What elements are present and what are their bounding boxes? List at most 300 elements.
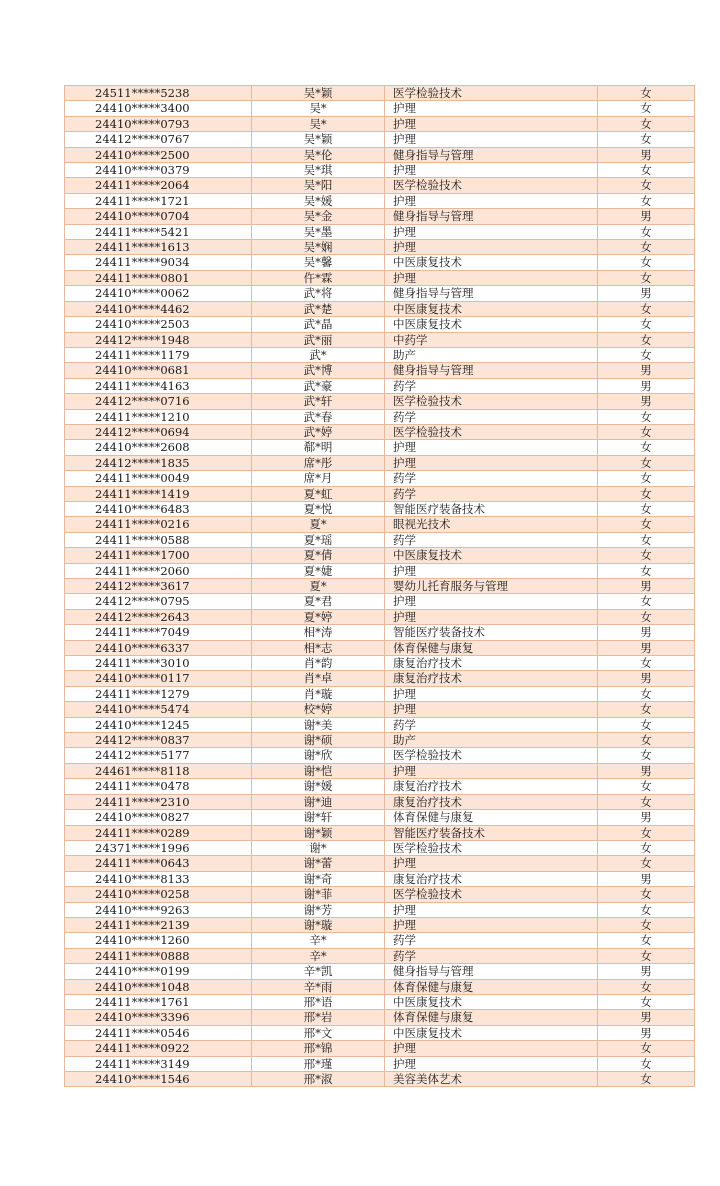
table-row	[65, 1072, 695, 1087]
table-row	[65, 871, 695, 886]
major-cell: 护理	[385, 763, 598, 778]
student-id-cell: 24410*****3396	[65, 1010, 252, 1025]
major-cell: 健身指导与管理	[385, 147, 598, 162]
student-id-cell: 24410*****3400	[65, 101, 252, 116]
student-id-cell: 24410*****0199	[65, 964, 252, 979]
major-cell: 中医康复技术	[385, 301, 598, 316]
table-row	[65, 209, 695, 224]
table-row	[65, 501, 695, 516]
name-cell: 吴*金	[252, 209, 385, 224]
gender-cell: 女	[598, 917, 695, 932]
student-id-cell: 24411*****1721	[65, 193, 252, 208]
student-id-cell: 24410*****6337	[65, 640, 252, 655]
gender-cell: 男	[598, 671, 695, 686]
major-cell: 康复治疗技术	[385, 779, 598, 794]
gender-cell: 女	[598, 979, 695, 994]
table-row	[65, 163, 695, 178]
table-row	[65, 101, 695, 116]
student-id-cell: 24410*****0258	[65, 887, 252, 902]
table-row	[65, 409, 695, 424]
major-cell: 美容美体艺术	[385, 1072, 598, 1087]
name-cell: 校*婷	[252, 702, 385, 717]
student-id-cell: 24411*****5421	[65, 224, 252, 239]
major-cell: 药学	[385, 717, 598, 732]
table-row	[65, 147, 695, 162]
name-cell: 邢*岩	[252, 1010, 385, 1025]
gender-cell: 女	[598, 1041, 695, 1056]
major-cell: 护理	[385, 1041, 598, 1056]
major-cell: 医学检验技术	[385, 178, 598, 193]
table-row	[65, 548, 695, 563]
gender-cell: 女	[598, 532, 695, 547]
major-cell: 护理	[385, 455, 598, 470]
student-id-cell: 24411*****0888	[65, 948, 252, 963]
name-cell: 武*晶	[252, 317, 385, 332]
major-cell: 护理	[385, 609, 598, 624]
major-cell: 助产	[385, 347, 598, 362]
gender-cell: 女	[598, 887, 695, 902]
table-row	[65, 347, 695, 362]
name-cell: 邢*锦	[252, 1041, 385, 1056]
gender-cell: 女	[598, 594, 695, 609]
name-cell: 谢*璇	[252, 917, 385, 932]
name-cell: 武*轩	[252, 394, 385, 409]
name-cell: 谢*迪	[252, 794, 385, 809]
gender-cell: 女	[598, 902, 695, 917]
gender-cell: 女	[598, 301, 695, 316]
student-id-cell: 24412*****0795	[65, 594, 252, 609]
table-row	[65, 964, 695, 979]
table-row	[65, 702, 695, 717]
student-id-cell: 24411*****1761	[65, 994, 252, 1009]
gender-cell: 女	[598, 116, 695, 131]
name-cell: 谢*美	[252, 717, 385, 732]
gender-cell: 男	[598, 1010, 695, 1025]
student-id-cell: 24411*****0922	[65, 1041, 252, 1056]
gender-cell: 男	[598, 625, 695, 640]
table-row	[65, 86, 695, 101]
major-cell: 药学	[385, 532, 598, 547]
gender-cell: 女	[598, 840, 695, 855]
major-cell: 护理	[385, 1056, 598, 1071]
student-id-cell: 24410*****0681	[65, 363, 252, 378]
name-cell: 武*春	[252, 409, 385, 424]
student-id-cell: 24411*****1613	[65, 240, 252, 255]
gender-cell: 女	[598, 748, 695, 763]
table-row	[65, 317, 695, 332]
gender-cell: 男	[598, 209, 695, 224]
name-cell: 吴*	[252, 101, 385, 116]
gender-cell: 女	[598, 193, 695, 208]
major-cell: 康复治疗技术	[385, 794, 598, 809]
table-row	[65, 132, 695, 147]
name-cell: 夏*悦	[252, 501, 385, 516]
table-row	[65, 779, 695, 794]
name-cell: 夏*虹	[252, 486, 385, 501]
gender-cell: 女	[598, 1056, 695, 1071]
gender-cell: 女	[598, 717, 695, 732]
major-cell: 药学	[385, 933, 598, 948]
major-cell: 助产	[385, 733, 598, 748]
name-cell: 辛*雨	[252, 979, 385, 994]
table-row	[65, 902, 695, 917]
table-row	[65, 440, 695, 455]
table-row	[65, 825, 695, 840]
major-cell: 药学	[385, 471, 598, 486]
student-id-cell: 24411*****3010	[65, 656, 252, 671]
major-cell: 护理	[385, 116, 598, 131]
gender-cell: 女	[598, 825, 695, 840]
name-cell: 辛*	[252, 948, 385, 963]
table-row	[65, 193, 695, 208]
student-id-cell: 24411*****0049	[65, 471, 252, 486]
gender-cell: 男	[598, 378, 695, 393]
student-id-cell: 24411*****1700	[65, 548, 252, 563]
name-cell: 辛*	[252, 933, 385, 948]
gender-cell: 女	[598, 424, 695, 439]
student-id-cell: 24412*****0716	[65, 394, 252, 409]
name-cell: 吴*琪	[252, 163, 385, 178]
student-id-cell: 24410*****0117	[65, 671, 252, 686]
major-cell: 药学	[385, 378, 598, 393]
table-row	[65, 394, 695, 409]
student-id-cell: 24411*****0216	[65, 517, 252, 532]
student-id-cell: 24412*****1835	[65, 455, 252, 470]
name-cell: 武*豪	[252, 378, 385, 393]
gender-cell: 女	[598, 163, 695, 178]
table-row	[65, 486, 695, 501]
major-cell: 康复治疗技术	[385, 656, 598, 671]
student-id-cell: 24410*****0827	[65, 810, 252, 825]
name-cell: 相*涛	[252, 625, 385, 640]
major-cell: 药学	[385, 409, 598, 424]
gender-cell: 女	[598, 948, 695, 963]
student-id-cell: 24410*****5474	[65, 702, 252, 717]
gender-cell: 男	[598, 1025, 695, 1040]
major-cell: 智能医疗装备技术	[385, 825, 598, 840]
table-row	[65, 424, 695, 439]
name-cell: 武*婷	[252, 424, 385, 439]
gender-cell: 女	[598, 270, 695, 285]
name-cell: 谢*蕾	[252, 856, 385, 871]
table-row	[65, 363, 695, 378]
student-id-cell: 24410*****0062	[65, 286, 252, 301]
student-id-cell: 24411*****1210	[65, 409, 252, 424]
name-cell: 谢*恺	[252, 763, 385, 778]
major-cell: 康复治疗技术	[385, 671, 598, 686]
gender-cell: 男	[598, 810, 695, 825]
major-cell: 中医康复技术	[385, 994, 598, 1009]
gender-cell: 女	[598, 702, 695, 717]
major-cell: 护理	[385, 594, 598, 609]
table-row	[65, 640, 695, 655]
major-cell: 护理	[385, 563, 598, 578]
major-cell: 护理	[385, 917, 598, 932]
gender-cell: 女	[598, 455, 695, 470]
name-cell: 辛*凯	[252, 964, 385, 979]
major-cell: 护理	[385, 902, 598, 917]
major-cell: 护理	[385, 702, 598, 717]
gender-cell: 女	[598, 794, 695, 809]
gender-cell: 女	[598, 563, 695, 578]
name-cell: 夏*倩	[252, 548, 385, 563]
table-row	[65, 994, 695, 1009]
name-cell: 邢*淑	[252, 1072, 385, 1087]
name-cell: 谢*硕	[252, 733, 385, 748]
student-id-cell: 24412*****1948	[65, 332, 252, 347]
major-cell: 药学	[385, 486, 598, 501]
name-cell: 谢*菲	[252, 887, 385, 902]
student-id-cell: 24511*****5238	[65, 86, 252, 101]
major-cell: 婴幼儿托育服务与管理	[385, 579, 598, 594]
table-row	[65, 609, 695, 624]
name-cell: 吴*颖	[252, 132, 385, 147]
table-row	[65, 794, 695, 809]
gender-cell: 女	[598, 240, 695, 255]
name-cell: 吴*馨	[252, 255, 385, 270]
gender-cell: 女	[598, 1072, 695, 1087]
table-row	[65, 1010, 695, 1025]
student-id-cell: 24410*****0793	[65, 116, 252, 131]
table-row	[65, 594, 695, 609]
gender-cell: 女	[598, 101, 695, 116]
major-cell: 中医康复技术	[385, 317, 598, 332]
student-id-cell: 24410*****2500	[65, 147, 252, 162]
name-cell: 谢*媛	[252, 779, 385, 794]
name-cell: 仵*霖	[252, 270, 385, 285]
name-cell: 席*彤	[252, 455, 385, 470]
table-row	[65, 301, 695, 316]
name-cell: 吴*墨	[252, 224, 385, 239]
gender-cell: 女	[598, 994, 695, 1009]
gender-cell: 女	[598, 856, 695, 871]
student-id-cell: 24410*****1048	[65, 979, 252, 994]
table-row	[65, 979, 695, 994]
name-cell: 夏*婕	[252, 563, 385, 578]
name-cell: 武*丽	[252, 332, 385, 347]
gender-cell: 女	[598, 471, 695, 486]
name-cell: 夏*瑶	[252, 532, 385, 547]
table-row	[65, 240, 695, 255]
gender-cell: 女	[598, 409, 695, 424]
student-id-cell: 24371*****1996	[65, 840, 252, 855]
gender-cell: 男	[598, 763, 695, 778]
gender-cell: 女	[598, 486, 695, 501]
table-row	[65, 1041, 695, 1056]
table-row	[65, 1056, 695, 1071]
name-cell: 吴*	[252, 116, 385, 131]
major-cell: 体育保健与康复	[385, 810, 598, 825]
gender-cell: 男	[598, 964, 695, 979]
gender-cell: 女	[598, 255, 695, 270]
major-cell: 护理	[385, 101, 598, 116]
student-id-cell: 24410*****2503	[65, 317, 252, 332]
gender-cell: 男	[598, 640, 695, 655]
gender-cell: 女	[598, 86, 695, 101]
name-cell: 邢*语	[252, 994, 385, 1009]
student-id-cell: 24411*****7049	[65, 625, 252, 640]
name-cell: 郗*明	[252, 440, 385, 455]
name-cell: 吴*娴	[252, 240, 385, 255]
gender-cell: 女	[598, 317, 695, 332]
table-row	[65, 378, 695, 393]
student-id-cell: 24461*****8118	[65, 763, 252, 778]
name-cell: 武*将	[252, 286, 385, 301]
student-id-cell: 24411*****0588	[65, 532, 252, 547]
gender-cell: 女	[598, 686, 695, 701]
major-cell: 医学检验技术	[385, 424, 598, 439]
major-cell: 健身指导与管理	[385, 286, 598, 301]
student-id-cell: 24410*****1546	[65, 1072, 252, 1087]
name-cell: 肖*韵	[252, 656, 385, 671]
gender-cell: 女	[598, 656, 695, 671]
table-row	[65, 917, 695, 932]
student-id-cell: 24410*****1245	[65, 717, 252, 732]
name-cell: 谢*颖	[252, 825, 385, 840]
name-cell: 夏*婷	[252, 609, 385, 624]
name-cell: 武*	[252, 347, 385, 362]
student-id-cell: 24411*****2310	[65, 794, 252, 809]
gender-cell: 女	[598, 517, 695, 532]
student-id-cell: 24412*****0694	[65, 424, 252, 439]
major-cell: 药学	[385, 948, 598, 963]
student-id-cell: 24410*****6483	[65, 501, 252, 516]
major-cell: 医学检验技术	[385, 748, 598, 763]
major-cell: 护理	[385, 856, 598, 871]
student-id-cell: 24411*****0478	[65, 779, 252, 794]
table-row	[65, 733, 695, 748]
student-id-cell: 24411*****1179	[65, 347, 252, 362]
student-id-cell: 24411*****2064	[65, 178, 252, 193]
gender-cell: 女	[598, 440, 695, 455]
major-cell: 护理	[385, 440, 598, 455]
name-cell: 谢*	[252, 840, 385, 855]
student-id-cell: 24412*****0767	[65, 132, 252, 147]
major-cell: 中医康复技术	[385, 255, 598, 270]
student-id-cell: 24410*****1260	[65, 933, 252, 948]
name-cell: 席*月	[252, 471, 385, 486]
name-cell: 夏*君	[252, 594, 385, 609]
table-row	[65, 686, 695, 701]
major-cell: 护理	[385, 270, 598, 285]
name-cell: 吴*伦	[252, 147, 385, 162]
student-id-cell: 24412*****3617	[65, 579, 252, 594]
major-cell: 健身指导与管理	[385, 964, 598, 979]
major-cell: 眼视光技术	[385, 517, 598, 532]
name-cell: 肖*璇	[252, 686, 385, 701]
major-cell: 体育保健与康复	[385, 1010, 598, 1025]
major-cell: 医学检验技术	[385, 86, 598, 101]
student-id-cell: 24410*****9263	[65, 902, 252, 917]
major-cell: 健身指导与管理	[385, 209, 598, 224]
major-cell: 中医康复技术	[385, 548, 598, 563]
name-cell: 邢*文	[252, 1025, 385, 1040]
table-row	[65, 933, 695, 948]
student-id-cell: 24411*****4163	[65, 378, 252, 393]
table-row	[65, 656, 695, 671]
table-row	[65, 286, 695, 301]
name-cell: 夏*	[252, 579, 385, 594]
table-row	[65, 579, 695, 594]
gender-cell: 女	[598, 933, 695, 948]
name-cell: 谢*奇	[252, 871, 385, 886]
student-id-cell: 24411*****9034	[65, 255, 252, 270]
name-cell: 夏*	[252, 517, 385, 532]
student-id-cell: 24411*****2060	[65, 563, 252, 578]
name-cell: 相*志	[252, 640, 385, 655]
name-cell: 吴*阳	[252, 178, 385, 193]
major-cell: 护理	[385, 132, 598, 147]
major-cell: 护理	[385, 686, 598, 701]
major-cell: 体育保健与康复	[385, 640, 598, 655]
gender-cell: 男	[598, 871, 695, 886]
gender-cell: 女	[598, 347, 695, 362]
table-row	[65, 717, 695, 732]
student-id-cell: 24411*****0643	[65, 856, 252, 871]
table-row	[65, 671, 695, 686]
name-cell: 谢*轩	[252, 810, 385, 825]
major-cell: 医学检验技术	[385, 840, 598, 855]
student-id-cell: 24412*****2643	[65, 609, 252, 624]
gender-cell: 男	[598, 363, 695, 378]
table-row	[65, 763, 695, 778]
major-cell: 中药学	[385, 332, 598, 347]
gender-cell: 男	[598, 286, 695, 301]
gender-cell: 女	[598, 548, 695, 563]
major-cell: 体育保健与康复	[385, 979, 598, 994]
name-cell: 吴*媛	[252, 193, 385, 208]
name-cell: 邢*瑾	[252, 1056, 385, 1071]
major-cell: 中医康复技术	[385, 1025, 598, 1040]
table-row	[65, 455, 695, 470]
major-cell: 健身指导与管理	[385, 363, 598, 378]
gender-cell: 女	[598, 132, 695, 147]
table-row	[65, 810, 695, 825]
table-row	[65, 887, 695, 902]
gender-cell: 女	[598, 501, 695, 516]
major-cell: 智能医疗装备技术	[385, 501, 598, 516]
table-row	[65, 625, 695, 640]
table-row	[65, 1025, 695, 1040]
major-cell: 护理	[385, 240, 598, 255]
student-id-cell: 24411*****1279	[65, 686, 252, 701]
gender-cell: 男	[598, 147, 695, 162]
table-row	[65, 840, 695, 855]
student-id-cell: 24411*****1419	[65, 486, 252, 501]
name-cell: 武*博	[252, 363, 385, 378]
name-cell: 肖*卓	[252, 671, 385, 686]
table-row	[65, 748, 695, 763]
table-row	[65, 332, 695, 347]
student-id-cell: 24411*****3149	[65, 1056, 252, 1071]
table-row	[65, 532, 695, 547]
table-row	[65, 517, 695, 532]
table-row	[65, 948, 695, 963]
gender-cell: 男	[598, 394, 695, 409]
table-row	[65, 116, 695, 131]
student-id-cell: 24411*****0801	[65, 270, 252, 285]
name-cell: 谢*欣	[252, 748, 385, 763]
student-id-cell: 24411*****0289	[65, 825, 252, 840]
gender-cell: 男	[598, 579, 695, 594]
table-body	[65, 86, 695, 1087]
gender-cell: 女	[598, 332, 695, 347]
major-cell: 护理	[385, 224, 598, 239]
table-row	[65, 471, 695, 486]
table-row	[65, 255, 695, 270]
table-row	[65, 178, 695, 193]
gender-cell: 女	[598, 779, 695, 794]
